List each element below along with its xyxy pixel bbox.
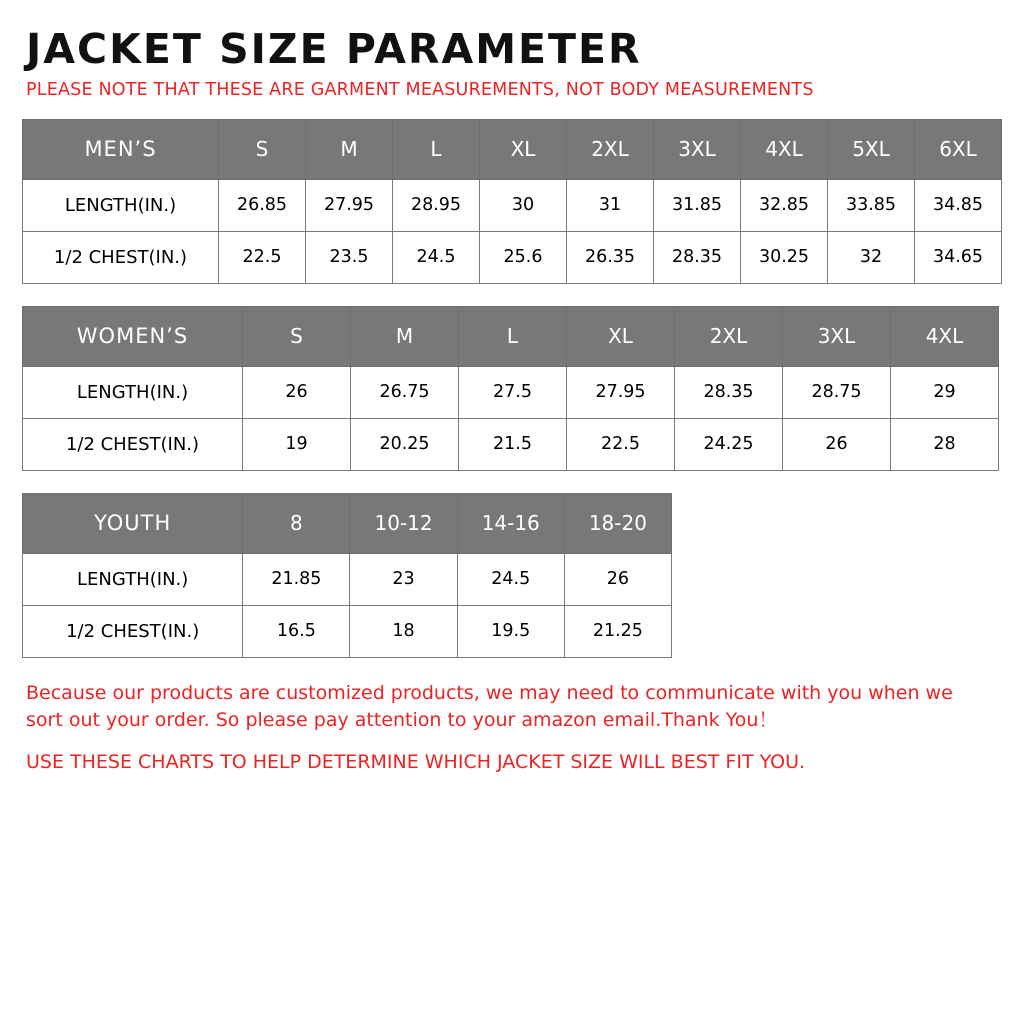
womens-category-label: WOMEN’S bbox=[23, 306, 243, 366]
youth-size-10-12: 10-12 bbox=[350, 493, 457, 553]
mens-chest-s: 22.5 bbox=[219, 231, 306, 283]
womens-length-xl: 27.95 bbox=[567, 366, 675, 418]
womens-chest-s: 19 bbox=[243, 418, 351, 470]
table-header-row bbox=[23, 119, 1002, 179]
footer-note-usage: USE THESE CHARTS TO HELP DETERMINE WHICH JACKET SIZE WILL BEST FIT YOU. bbox=[26, 750, 806, 773]
table-row bbox=[23, 231, 1002, 283]
youth-length-18-20: 26 bbox=[564, 553, 671, 605]
measurement-note: PLEASE NOTE THAT THESE ARE GARMENT MEASUREMENTS, NOT BODY MEASUREMENTS bbox=[26, 80, 814, 101]
youth-category-label: YOUTH bbox=[23, 493, 243, 553]
womens-size-table bbox=[22, 306, 999, 471]
mens-size-4xl: 4XL bbox=[741, 119, 828, 179]
youth-chest-14-16: 19.5 bbox=[457, 605, 564, 657]
table-row bbox=[23, 553, 672, 605]
table-header-row bbox=[23, 306, 999, 366]
table-row bbox=[23, 366, 999, 418]
mens-length-5xl: 33.85 bbox=[828, 179, 915, 231]
youth-size-8: 8 bbox=[243, 493, 350, 553]
mens-size-5xl: 5XL bbox=[828, 119, 915, 179]
womens-chest-2xl: 24.25 bbox=[675, 418, 783, 470]
mens-chest-label: 1/2 CHEST(IN.) bbox=[23, 231, 219, 283]
mens-length-2xl: 31 bbox=[567, 179, 654, 231]
womens-size-2xl: 2XL bbox=[675, 306, 783, 366]
womens-size-4xl: 4XL bbox=[891, 306, 999, 366]
mens-chest-l: 24.5 bbox=[393, 231, 480, 283]
mens-length-s: 26.85 bbox=[219, 179, 306, 231]
mens-table-header bbox=[23, 119, 1002, 179]
womens-length-2xl: 28.35 bbox=[675, 366, 783, 418]
footer-notes bbox=[26, 680, 1002, 777]
womens-chest-label: 1/2 CHEST(IN.) bbox=[23, 418, 243, 470]
mens-size-6xl: 6XL bbox=[915, 119, 1002, 179]
mens-size-3xl: 3XL bbox=[654, 119, 741, 179]
mens-chest-xl: 25.6 bbox=[480, 231, 567, 283]
womens-length-s: 26 bbox=[243, 366, 351, 418]
mens-length-label: LENGTH(IN.) bbox=[23, 179, 219, 231]
youth-length-10-12: 23 bbox=[350, 553, 457, 605]
womens-length-m: 26.75 bbox=[351, 366, 459, 418]
table-header-row bbox=[23, 493, 672, 553]
womens-size-3xl: 3XL bbox=[783, 306, 891, 366]
youth-size-18-20: 18-20 bbox=[564, 493, 671, 553]
youth-size-14-16: 14-16 bbox=[457, 493, 564, 553]
table-row bbox=[23, 605, 672, 657]
mens-length-l: 28.95 bbox=[393, 179, 480, 231]
mens-size-xl: XL bbox=[480, 119, 567, 179]
mens-size-table bbox=[22, 119, 1002, 284]
womens-length-l: 27.5 bbox=[459, 366, 567, 418]
mens-chest-2xl: 26.35 bbox=[567, 231, 654, 283]
youth-table-body bbox=[23, 553, 672, 657]
mens-table-body bbox=[23, 179, 1002, 283]
table-row bbox=[23, 179, 1002, 231]
youth-chest-18-20: 21.25 bbox=[564, 605, 671, 657]
womens-chest-3xl: 26 bbox=[783, 418, 891, 470]
youth-chest-10-12: 18 bbox=[350, 605, 457, 657]
mens-size-l: L bbox=[393, 119, 480, 179]
womens-length-label: LENGTH(IN.) bbox=[23, 366, 243, 418]
youth-length-14-16: 24.5 bbox=[457, 553, 564, 605]
mens-chest-m: 23.5 bbox=[306, 231, 393, 283]
mens-length-6xl: 34.85 bbox=[915, 179, 1002, 231]
womens-size-m: M bbox=[351, 306, 459, 366]
mens-size-m: M bbox=[306, 119, 393, 179]
mens-length-3xl: 31.85 bbox=[654, 179, 741, 231]
womens-length-3xl: 28.75 bbox=[783, 366, 891, 418]
youth-table-header bbox=[23, 493, 672, 553]
womens-chest-m: 20.25 bbox=[351, 418, 459, 470]
mens-length-4xl: 32.85 bbox=[741, 179, 828, 231]
mens-chest-5xl: 32 bbox=[828, 231, 915, 283]
youth-chest-label: 1/2 CHEST(IN.) bbox=[23, 605, 243, 657]
womens-chest-xl: 22.5 bbox=[567, 418, 675, 470]
womens-chest-l: 21.5 bbox=[459, 418, 567, 470]
mens-category-label: MEN’S bbox=[23, 119, 219, 179]
youth-length-8: 21.85 bbox=[243, 553, 350, 605]
womens-size-xl: XL bbox=[567, 306, 675, 366]
mens-chest-4xl: 30.25 bbox=[741, 231, 828, 283]
table-row bbox=[23, 418, 999, 470]
mens-chest-6xl: 34.65 bbox=[915, 231, 1002, 283]
womens-size-s: S bbox=[243, 306, 351, 366]
youth-chest-8: 16.5 bbox=[243, 605, 350, 657]
womens-chest-4xl: 28 bbox=[891, 418, 999, 470]
mens-size-s: S bbox=[219, 119, 306, 179]
mens-size-2xl: 2XL bbox=[567, 119, 654, 179]
youth-length-label: LENGTH(IN.) bbox=[23, 553, 243, 605]
mens-chest-3xl: 28.35 bbox=[654, 231, 741, 283]
mens-length-m: 27.95 bbox=[306, 179, 393, 231]
womens-size-l: L bbox=[459, 306, 567, 366]
page-title: JACKET SIZE PARAMETER bbox=[26, 25, 642, 73]
mens-length-xl: 30 bbox=[480, 179, 567, 231]
womens-length-4xl: 29 bbox=[891, 366, 999, 418]
womens-table-header bbox=[23, 306, 999, 366]
womens-table-body bbox=[23, 366, 999, 470]
footer-note-customization: Because our products are customized products, we may need to communicate with you when we sort out your order. So please pay attention to your amazon email.Thank You！ bbox=[26, 681, 953, 732]
youth-size-table bbox=[22, 493, 672, 658]
